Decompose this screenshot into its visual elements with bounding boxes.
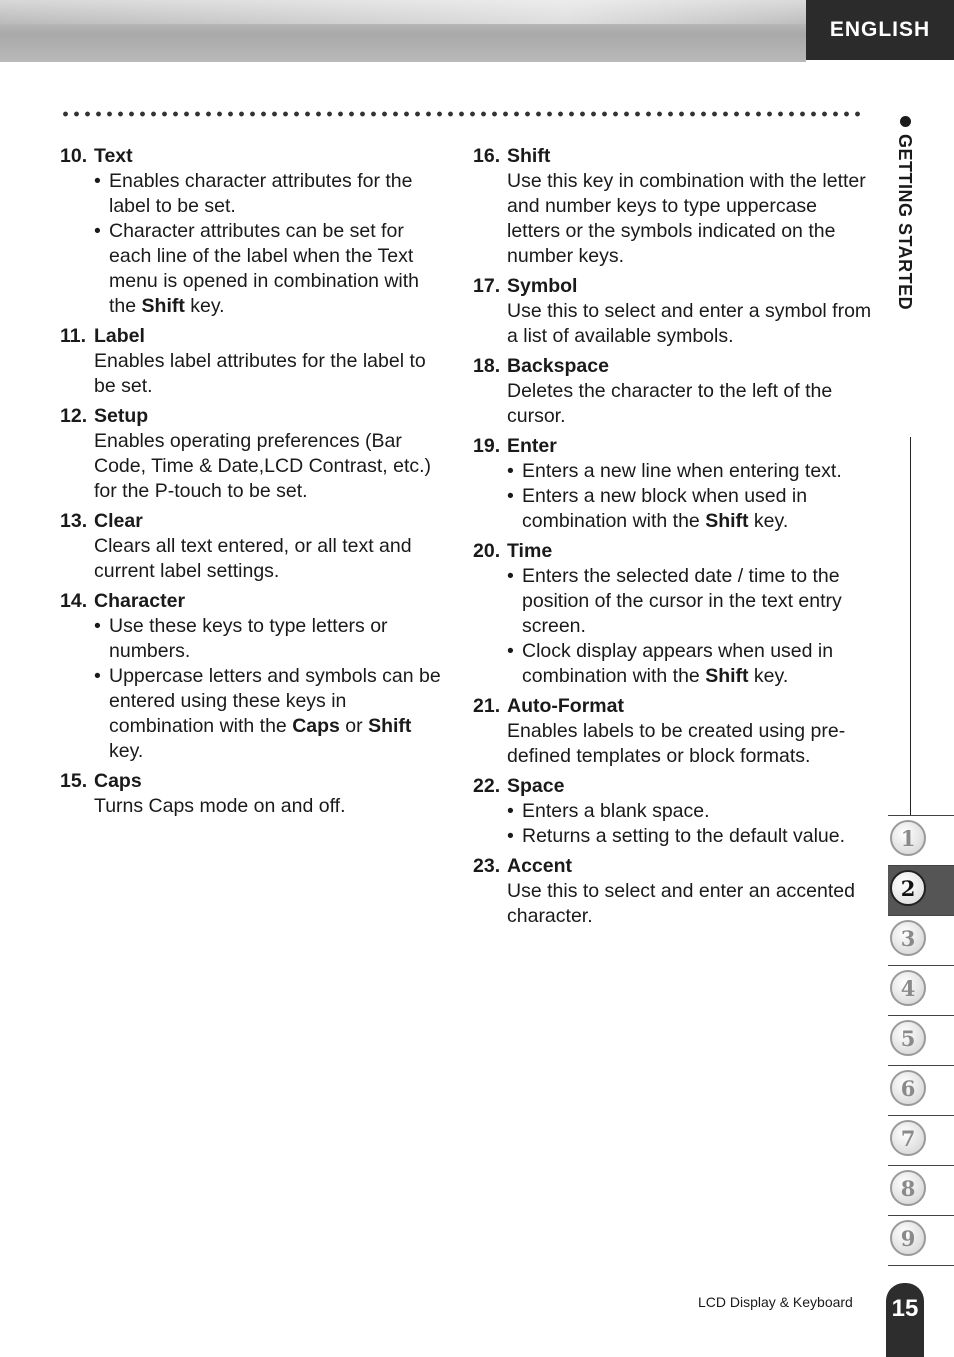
key-entry [473,539,873,689]
key-heading [473,144,873,169]
chapter-number-icon: 4 [890,970,926,1006]
key-heading [473,354,873,379]
key-entry [473,774,873,849]
key-number: 19. [473,435,501,457]
chapter-number-icon: 7 [890,1120,926,1156]
key-description: Use this key in combination with the letter and number keys to type uppercase letters or the symbols indicated on the number keys. [507,170,866,267]
key-entry [473,434,873,534]
key-title: Space [507,775,565,797]
bullet-item [507,564,873,639]
bullet-item [94,219,450,319]
page-number: 15 [886,1283,924,1357]
left-column [60,144,450,824]
key-number: 21. [473,695,501,717]
bullet-text: Use these keys to type letters or numbers. [109,615,388,662]
bullet-list [473,799,873,849]
key-description: Deletes the character to the left of the cursor. [507,380,833,427]
bullet-text: key. [748,665,789,687]
key-description: Enables labels to be created using pre-defined templates or block formats. [507,720,846,767]
chapter-tab-6 [888,1066,954,1116]
section-side-title [892,110,920,340]
sidebar-rule [910,437,911,815]
key-heading [473,539,873,564]
key-heading [60,404,450,429]
key-name: Shift [705,665,749,687]
key-heading [473,854,873,879]
bullet-item [94,614,450,664]
key-title: Time [507,540,553,562]
key-title: Label [94,325,145,347]
key-title: Caps [94,770,142,792]
bullet-item [94,664,450,764]
key-title: Setup [94,405,149,427]
key-heading [60,509,450,534]
chapter-number-icon: 1 [890,820,926,856]
bullet-item [94,169,450,219]
key-entry [60,404,450,504]
bullet-text: key. [109,740,144,762]
key-number: 16. [473,145,501,167]
chapter-number-icon: 9 [890,1220,926,1256]
bullet-list [473,459,873,534]
key-number: 12. [60,405,88,427]
key-title: Text [94,145,133,167]
key-number: 10. [60,145,88,167]
bullet-text: Uppercase letters and symbols can be entered using these keys in combination with the [109,665,441,737]
chapter-tab-3 [888,916,954,966]
chapter-number-icon: 2 [890,870,926,906]
key-number: 22. [473,775,501,797]
key-entry [473,354,873,429]
footer-section-name: LCD Display & Keyboard [698,1294,853,1310]
chapter-number-icon: 8 [890,1170,926,1206]
key-entry [60,324,450,399]
right-column [473,144,873,934]
bullet-list [60,614,450,764]
key-heading [60,769,450,794]
bullet-item [507,484,873,534]
key-entry [473,854,873,929]
bullet-text: Enters a blank space. [522,800,710,822]
bullet-text: Character attributes can be set for each line of the label when the Text menu is opened in combination with the [109,220,420,317]
bullet-text: Enters a new block when used in combination with the [522,485,808,532]
key-number: 14. [60,590,88,612]
key-number: 11. [60,325,87,347]
key-heading [60,144,450,169]
chapter-tab-4 [888,966,954,1016]
bullet-text: Clock display appears when used in combination with the [522,640,834,687]
key-title: Shift [507,145,551,167]
bullet-list [473,564,873,689]
key-number: 23. [473,855,501,877]
key-description: Enables label attributes for the label to be set. [94,350,426,397]
bullet-item [507,459,873,484]
key-entry [473,274,873,349]
key-name: Shift [141,295,185,317]
bullet-text: Returns a setting to the default value. [522,825,846,847]
bullet-icon [900,116,911,127]
key-number: 17. [473,275,501,297]
bullet-text: Enters a new line when entering text. [522,460,842,482]
key-heading [473,774,873,799]
key-number: 18. [473,355,501,377]
key-title: Symbol [507,275,578,297]
key-entry [60,144,450,319]
bullet-item [507,799,873,824]
bullet-item [507,824,873,849]
key-number: 20. [473,540,501,562]
key-entry [60,509,450,584]
key-heading [60,324,450,349]
chapter-tab-9 [888,1216,954,1266]
key-title: Clear [94,510,143,532]
chapter-tab-5 [888,1016,954,1066]
bullet-text: Enters the selected date / time to the position of the cursor in the text entry screen. [522,565,842,637]
key-description: Clears all text entered, or all text and current label settings. [94,535,412,582]
key-heading [60,589,450,614]
bullet-text: key. [184,295,225,317]
key-title: Character [94,590,186,612]
key-heading [473,434,873,459]
key-entry [60,769,450,819]
section-title-text: GETTING STARTED [895,134,915,311]
key-entry [60,589,450,764]
key-heading [473,694,873,719]
key-title: Backspace [507,355,609,377]
key-name: Caps [292,715,340,737]
key-description: Enables operating preferences (Bar Code, Time & Date,LCD Contrast, etc.) for the P-touch to be set. [94,430,432,502]
dotted-divider [60,110,866,118]
bullet-text: key. [748,510,789,532]
bullet-text: or [339,715,369,737]
bullet-text: Enables character attributes for the label to be set. [109,170,413,217]
key-title: Accent [507,855,573,877]
bullet-item [507,639,873,689]
bullet-list [60,169,450,319]
key-name: Shift [368,715,412,737]
key-title: Enter [507,435,557,457]
key-name: Shift [705,510,749,532]
chapter-tab-8 [888,1166,954,1216]
chapter-tab-2 [888,866,954,916]
chapter-tabs [888,815,954,1266]
key-number: 13. [60,510,88,532]
chapter-number-icon: 3 [890,920,926,956]
key-entry [473,144,873,269]
key-description: Use this to select and enter an accented character. [507,880,855,927]
chapter-number-icon: 6 [890,1070,926,1106]
key-title: Auto-Format [507,695,624,717]
key-number: 15. [60,770,88,792]
key-description: Turns Caps mode on and off. [94,795,346,817]
chapter-tab-7 [888,1116,954,1166]
language-tab: ENGLISH [806,0,954,60]
chapter-tab-1 [888,815,954,866]
header-banner [0,0,806,62]
chapter-number-icon: 5 [890,1020,926,1056]
key-entry [473,694,873,769]
key-description: Use this to select and enter a symbol from a list of available symbols. [507,300,872,347]
key-heading [473,274,873,299]
